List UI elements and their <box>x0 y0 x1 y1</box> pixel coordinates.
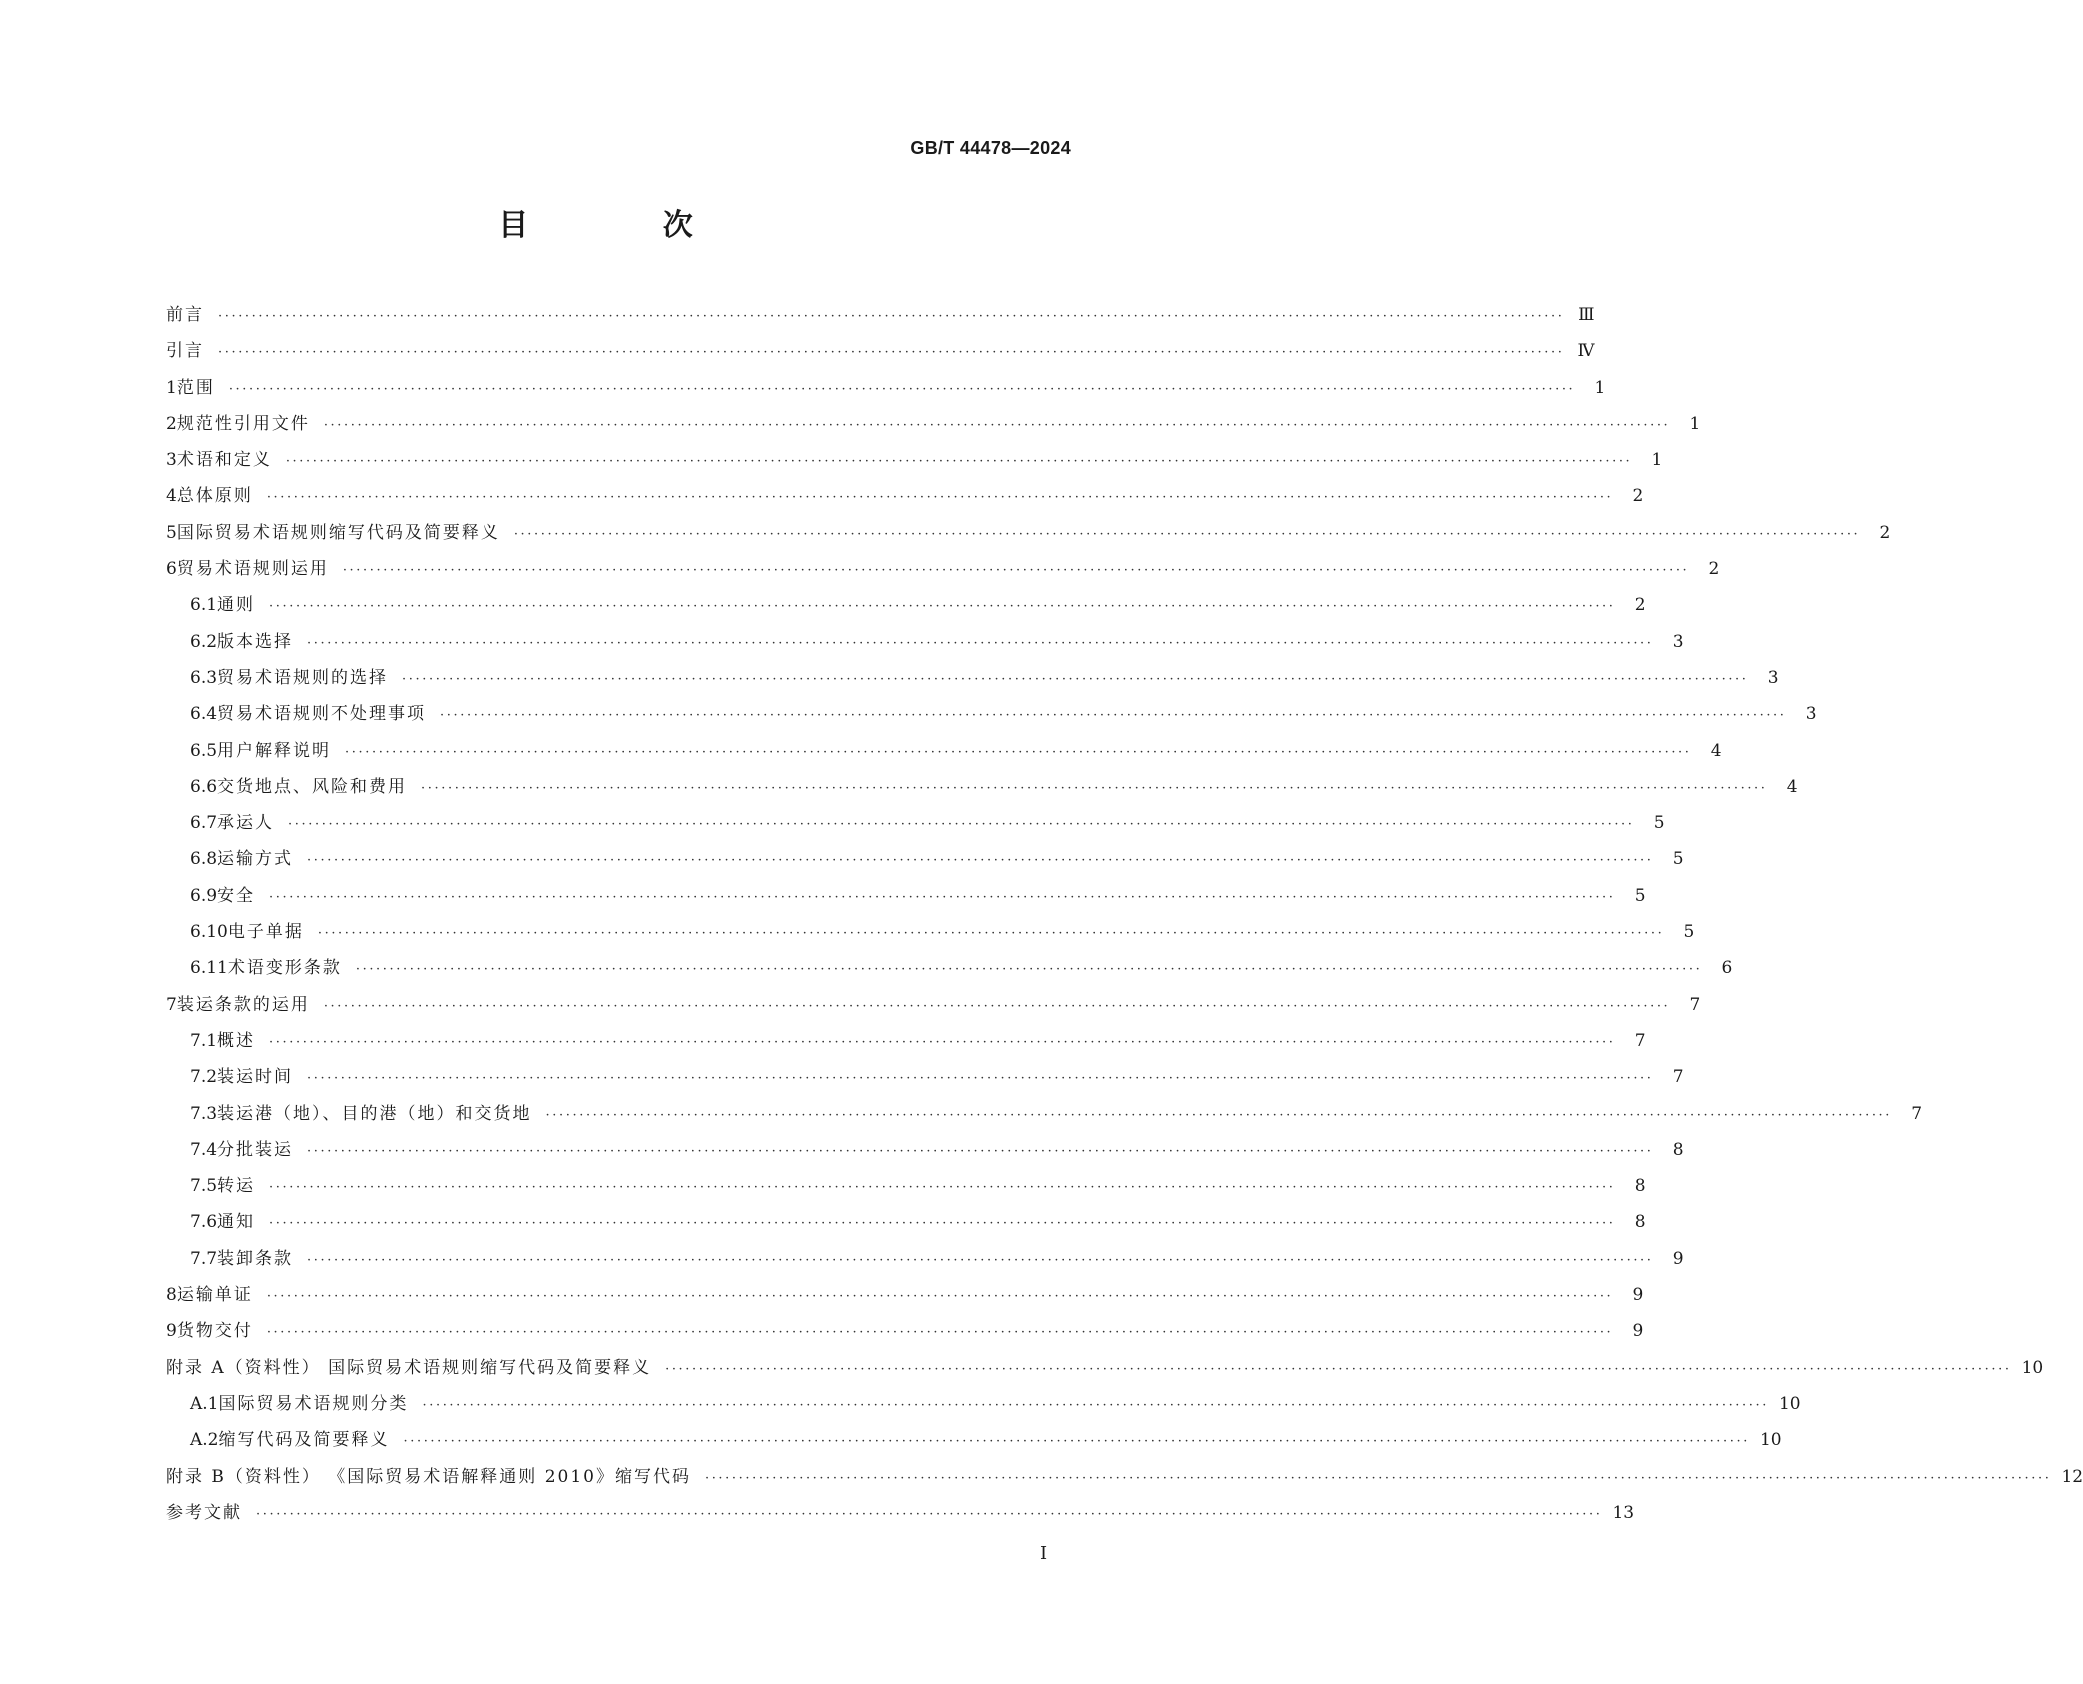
toc-entry[interactable] <box>166 1099 1923 1135</box>
toc-leader-dots: ········································································································································································································ <box>307 1252 1654 1268</box>
toc-entry-number: A.1 <box>190 1393 219 1414</box>
toc-entry-page: 12 <box>2061 1466 2083 1487</box>
toc-entry[interactable] <box>166 1026 1646 1062</box>
toc-entry[interactable] <box>166 1062 1684 1098</box>
toc-entry-label: 缩写代码及简要释义 <box>218 1430 390 1451</box>
toc-entry-number: 7.5 <box>190 1176 218 1197</box>
toc-entry[interactable] <box>166 373 1606 409</box>
toc-entry-number: 6 <box>166 559 177 580</box>
toc-leader-dots: ········································································································································································································ <box>307 1143 1654 1159</box>
toc-entry-page: 7 <box>1911 1103 1923 1124</box>
toc-leader-dots: ········································································································································································································ <box>323 998 1671 1014</box>
toc-entry-label: 转运 <box>217 1176 256 1197</box>
toc-entry-page: 6 <box>1721 958 1733 979</box>
toc-entry-page: 13 <box>1612 1502 1635 1523</box>
toc-entry-number: 6.7 <box>190 813 218 834</box>
toc-entry-label: 术语和定义 <box>176 450 272 471</box>
toc-entry[interactable] <box>166 772 1798 808</box>
toc-entry-number: 6.9 <box>190 885 218 906</box>
toc-entry-number: 6.10 <box>190 922 228 943</box>
toc-entry[interactable] <box>166 336 1595 372</box>
toc-entry[interactable] <box>166 1171 1646 1207</box>
toc-entry-number: 3 <box>166 450 177 471</box>
toc-entry-label: 引言 <box>166 341 204 362</box>
toc-entry[interactable] <box>166 409 1701 445</box>
toc-entry[interactable] <box>166 300 1595 336</box>
toc-entry-number: 7.6 <box>190 1212 218 1233</box>
toc-leader-dots: ········································································································································································································ <box>307 635 1654 651</box>
toc-entry-page: 5 <box>1683 922 1695 943</box>
toc-leader-dots: ········································································································································································································ <box>403 1434 1750 1450</box>
toc-entry[interactable] <box>166 518 1891 554</box>
toc-entry[interactable] <box>166 1135 1684 1171</box>
toc-entry-label: 国际贸易术语规则分类 <box>218 1393 409 1414</box>
toc-entry-number: 6.11 <box>190 958 228 979</box>
toc-leader-dots: ········································································································································································································ <box>345 744 1692 760</box>
toc-entry-number: 6.4 <box>190 704 218 725</box>
toc-entry[interactable] <box>166 1462 2083 1498</box>
toc-entry[interactable] <box>166 1353 2044 1389</box>
toc-entry[interactable] <box>166 990 1701 1026</box>
toc-leader-dots: ········································································································································································································ <box>266 1325 1614 1341</box>
toc-entry-page: 7 <box>1634 1030 1646 1051</box>
toc-leader-dots: ········································································································································································································ <box>269 1180 1616 1196</box>
toc-entry-page: Ⅳ <box>1577 341 1595 362</box>
toc-entry[interactable] <box>166 481 1644 517</box>
toc-entry-page: 1 <box>1594 377 1606 398</box>
toc-entry[interactable] <box>166 627 1684 663</box>
toc-leader-dots: ········································································································································································································ <box>285 454 1633 470</box>
toc-entry-label: 附录 B（资料性） 《国际贸易术语解释通则 2010》缩写代码 <box>166 1466 691 1487</box>
toc-entry-page: 2 <box>1879 522 1891 543</box>
toc-entry-label: 贸易术语规则的选择 <box>217 667 389 688</box>
toc-entry-label: 通则 <box>217 595 256 616</box>
toc-leader-dots: ········································································································································································································ <box>266 1289 1614 1305</box>
toc-entry-page: 3 <box>1767 667 1779 688</box>
toc-entry[interactable] <box>166 808 1665 844</box>
toc-entry-label: 范围 <box>176 377 215 398</box>
toc-entry[interactable] <box>166 590 1646 626</box>
toc-leader-dots: ········································································································································································································ <box>342 563 1690 579</box>
toc-entry-number: 7.3 <box>190 1103 218 1124</box>
toc-entry-page: 9 <box>1632 1285 1644 1306</box>
toc-entry-page: 7 <box>1689 994 1701 1015</box>
toc-entry[interactable] <box>166 917 1695 953</box>
toc-entry[interactable] <box>166 699 1817 735</box>
toc-entry-label: 装运时间 <box>217 1067 294 1088</box>
toc-entry-label: 参考文献 <box>166 1502 242 1523</box>
toc-entry[interactable] <box>166 953 1733 989</box>
toc-leader-dots: ········································································································································································································ <box>307 1071 1654 1087</box>
toc-entry-label: 运输单证 <box>176 1285 253 1306</box>
toc-entry-label: 通知 <box>217 1212 256 1233</box>
toc-entry[interactable] <box>166 844 1684 880</box>
toc-entry-page: 10 <box>2021 1357 2044 1378</box>
toc-leader-dots: ········································································································································································································ <box>269 889 1616 905</box>
toc-leader-dots: ········································································································································································································ <box>218 345 1565 361</box>
toc-leader-dots: ········································································································································································································ <box>513 526 1861 542</box>
toc-entry-page: 10 <box>1759 1430 1782 1451</box>
toc-leader-dots: ········································································································································································································ <box>704 1470 2052 1486</box>
toc-entry-page: 2 <box>1634 595 1646 616</box>
toc-entry-page: 9 <box>1632 1321 1644 1342</box>
toc-leader-dots: ········································································································································································································ <box>269 1034 1616 1050</box>
toc-entry-label: 装运条款的运用 <box>176 994 310 1015</box>
toc-entry[interactable] <box>166 1389 1801 1425</box>
toc-entry-page: 1 <box>1651 450 1663 471</box>
toc-entry[interactable] <box>166 1425 1782 1461</box>
toc-entry-label: 规范性引用文件 <box>176 413 310 434</box>
toc-entry-number: 6.6 <box>190 776 218 797</box>
toc-entry[interactable] <box>166 1280 1644 1316</box>
toc-entry[interactable] <box>166 1316 1644 1352</box>
toc-leader-dots: ········································································································································································································ <box>545 1107 1893 1123</box>
standard-number: GB/T 44478—2024 <box>910 138 1071 158</box>
toc-entry-number: 8 <box>166 1285 177 1306</box>
toc-entry-page: Ⅲ <box>1578 305 1595 325</box>
toc-leader-dots: ········································································································································································································ <box>218 309 1565 324</box>
toc-entry-page: 3 <box>1805 704 1817 725</box>
toc-entry-page: 5 <box>1653 813 1665 834</box>
toc-leader-dots: ········································································································································································································ <box>317 926 1665 942</box>
toc-entry-number: 9 <box>166 1321 177 1342</box>
toc-leader-dots: ········································································································································································································ <box>422 1397 1769 1413</box>
toc-entry-page: 10 <box>1778 1393 1801 1414</box>
toc-leader-dots: ········································································································································································································ <box>288 817 1635 833</box>
toc-entry-label: 贸易术语规则运用 <box>176 559 329 580</box>
toc-entry-label: 安全 <box>217 885 256 906</box>
toc-leader-dots: ········································································································································································································ <box>266 490 1614 506</box>
toc-title: 目 次 <box>498 208 755 243</box>
toc-entry-label: 分批装运 <box>217 1139 294 1160</box>
toc-entry-label: 交货地点、风险和费用 <box>217 776 408 797</box>
toc-entry-page: 2 <box>1708 559 1720 580</box>
toc-entry-number: 4 <box>166 486 177 507</box>
toc-entry-number: 1 <box>166 377 177 398</box>
toc-leader-dots: ········································································································································································································ <box>440 708 1787 724</box>
toc-leader-dots: ········································································································································································································ <box>323 417 1671 433</box>
page-folio: I <box>1040 1543 1048 1564</box>
table-of-contents <box>166 300 2083 1534</box>
toc-leader-dots: ········································································································································································································ <box>355 962 1703 978</box>
toc-entry-page: 2 <box>1632 486 1644 507</box>
toc-entry-label: 装卸条款 <box>217 1248 294 1269</box>
toc-entry-number: 7.7 <box>190 1248 218 1269</box>
toc-entry[interactable] <box>166 881 1646 917</box>
toc-entry-number: 6.3 <box>190 667 218 688</box>
toc-entry[interactable] <box>166 1207 1646 1243</box>
toc-entry-page: 1 <box>1689 413 1701 434</box>
toc-entry-number: 6.5 <box>190 740 218 761</box>
toc-entry-page: 8 <box>1672 1139 1684 1160</box>
toc-entry-page: 8 <box>1634 1176 1646 1197</box>
toc-entry-page: 4 <box>1710 740 1722 761</box>
toc-leader-dots: ········································································································································································································ <box>402 671 1749 687</box>
toc-entry[interactable] <box>166 1244 1684 1280</box>
toc-entry-number: 7.1 <box>190 1030 218 1051</box>
toc-entry[interactable] <box>166 445 1663 481</box>
toc-entry-label: 版本选择 <box>217 631 294 652</box>
toc-entry-number: A.2 <box>190 1430 219 1451</box>
toc-leader-dots: ········································································································································································································ <box>228 381 1576 397</box>
toc-entry-label: 国际贸易术语规则缩写代码及简要释义 <box>176 522 500 543</box>
toc-entry-number: 6.8 <box>190 849 218 870</box>
toc-leader-dots: ········································································································································································································ <box>307 853 1654 869</box>
toc-entry[interactable] <box>166 663 1779 699</box>
toc-entry-label: 概述 <box>217 1030 256 1051</box>
toc-entry-number: 7 <box>166 994 177 1015</box>
toc-entry-label: 术语变形条款 <box>227 958 342 979</box>
toc-entry-page: 3 <box>1672 631 1684 652</box>
toc-leader-dots: ········································································································································································································ <box>665 1361 2012 1377</box>
toc-leader-dots: ········································································································································································································ <box>256 1506 1603 1522</box>
toc-entry-number: 7.2 <box>190 1067 218 1088</box>
toc-entry[interactable] <box>166 554 1720 590</box>
toc-entry-page: 4 <box>1786 776 1798 797</box>
toc-entry-page: 9 <box>1672 1248 1684 1269</box>
toc-entry-label: 承运人 <box>217 813 275 834</box>
toc-entry-label: 附录 A（资料性） 国际贸易术语规则缩写代码及简要释义 <box>166 1357 652 1378</box>
toc-entry-page: 7 <box>1672 1067 1684 1088</box>
toc-leader-dots: ········································································································································································································ <box>269 599 1616 615</box>
toc-entry-label: 前言 <box>166 305 204 325</box>
toc-entry-number: 6.1 <box>190 595 218 616</box>
toc-entry[interactable] <box>166 1498 1635 1534</box>
toc-entry-number: 2 <box>166 413 177 434</box>
toc-entry-page: 8 <box>1634 1212 1646 1233</box>
toc-leader-dots: ········································································································································································································ <box>269 1216 1616 1232</box>
toc-entry-label: 运输方式 <box>217 849 294 870</box>
toc-entry-label: 贸易术语规则不处理事项 <box>217 704 427 725</box>
toc-leader-dots: ········································································································································································································ <box>421 780 1768 796</box>
toc-entry-label: 总体原则 <box>176 486 253 507</box>
toc-entry-label: 电子单据 <box>227 922 304 943</box>
toc-entry-label: 装运港（地）、目的港（地）和交货地 <box>217 1103 532 1124</box>
toc-entry-label: 货物交付 <box>176 1321 253 1342</box>
toc-entry-number: 5 <box>166 522 177 543</box>
toc-entry-number: 6.2 <box>190 631 218 652</box>
toc-entry-label: 用户解释说明 <box>217 740 332 761</box>
toc-entry-page: 5 <box>1672 849 1684 870</box>
toc-entry-page: 5 <box>1634 885 1646 906</box>
toc-entry-number: 7.4 <box>190 1139 218 1160</box>
toc-entry[interactable] <box>166 736 1722 772</box>
